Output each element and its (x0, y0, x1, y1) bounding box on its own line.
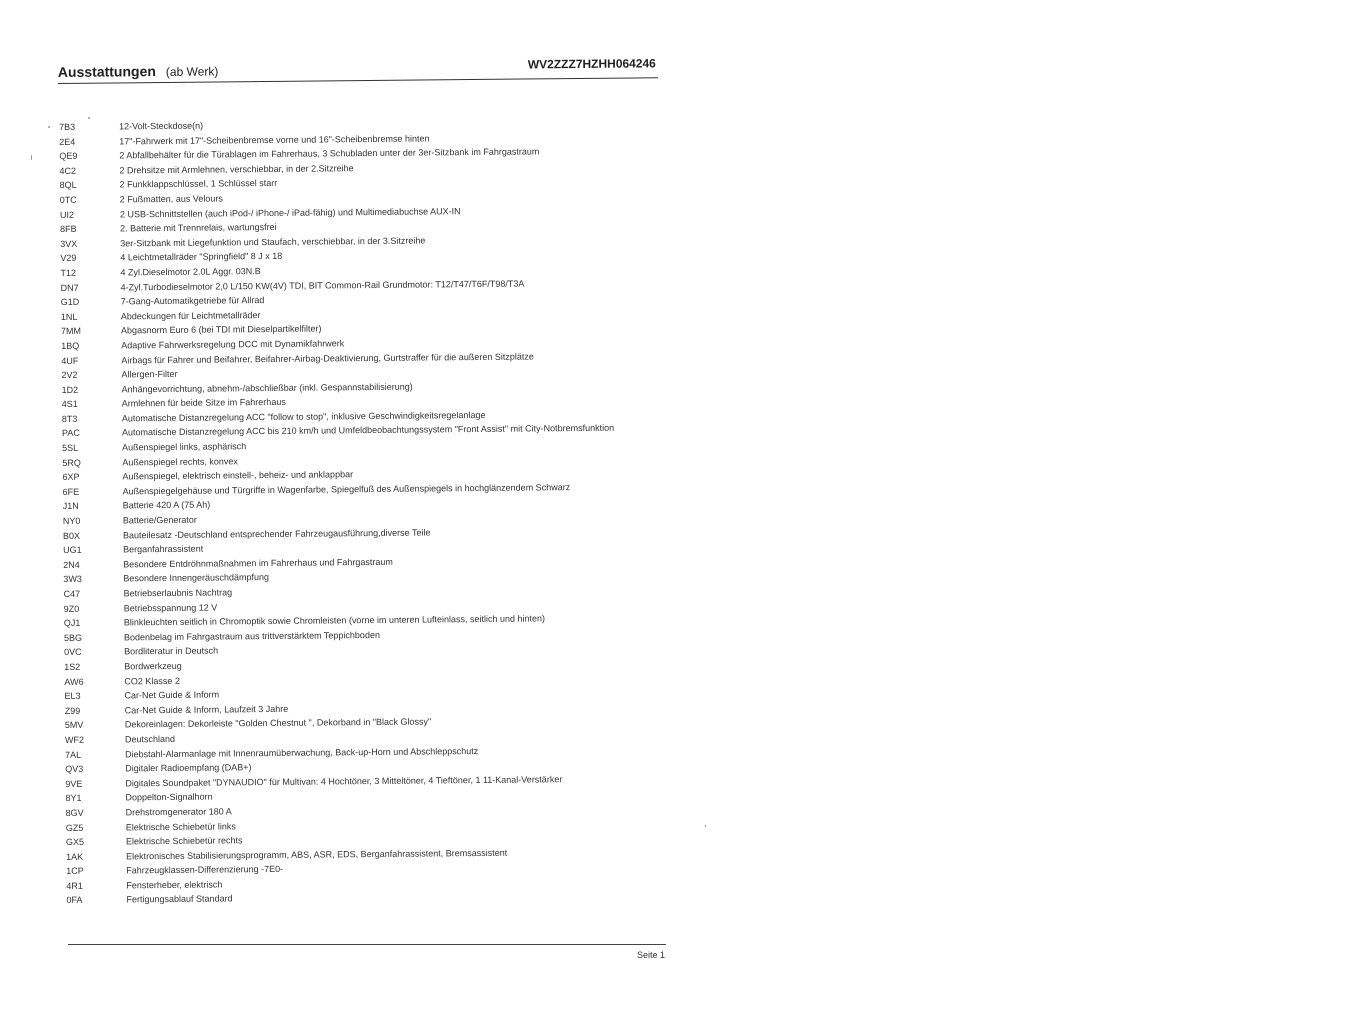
equipment-code: 1D2 (61, 384, 79, 395)
equipment-description: Deutschland (124, 733, 176, 745)
equipment-description: Abgasnorm Euro 6 (bei TDI mit Dieselpartikelfilter) (120, 323, 322, 336)
equipment-description: Digitales Soundpaket "DYNAUDIO" für Multivan: 4 Hochtöner, 3 Mitteltöner, 4 Tieftöner, 1 11-Kanal-Verstärker (125, 773, 563, 789)
equipment-description: 2 Drehsitze mit Armlehnen, verschiebbar, in der 2.Sitzreihe (119, 162, 354, 176)
page-number: Seite 1 (637, 950, 666, 960)
equipment-code: DN7 (60, 282, 79, 293)
equipment-description: 2 Funkklappschlüssel, 1 Schlüssel starr (119, 178, 278, 190)
equipment-description: Anhängevorrichtung, abnehm-/abschließbar (inkl. Gespannstabilisierung) (121, 381, 413, 395)
equipment-description: Blinkleuchten seitlich in Chromoptik sowie Chromleisten (vorne im unteren Lufteinlass, seitlich und hinten) (123, 613, 546, 628)
equipment-description: Digitaler Radioempfang (DAB+) (125, 762, 252, 774)
equipment-description: Fensterheber, elektrisch (126, 879, 223, 891)
equipment-code: 9Z0 (63, 603, 80, 614)
equipment-code: 3W3 (63, 574, 82, 585)
equipment-code: 7MM (60, 326, 82, 337)
document-header (58, 56, 658, 84)
equipment-description: Fahrzeugklassen-Differenzierung -7E0- (126, 864, 284, 876)
equipment-code: 2N4 (63, 559, 80, 570)
equipment-description: Außenspiegel, elektrisch einstell-, beheiz- und anklappbar (122, 469, 354, 482)
equipment-description: Armlehnen für beide Sitze im Fahrerhaus (121, 397, 286, 409)
equipment-description: Außenspiegel rechts, konvex (122, 455, 238, 468)
equipment-code: 8GV (65, 807, 84, 818)
equipment-code: UI2 (59, 209, 74, 220)
equipment-code: 4UF (61, 355, 79, 366)
equipment-code: Z99 (64, 705, 81, 716)
equipment-code: EL3 (64, 690, 81, 702)
equipment-description: Elektronisches Stabilisierungsprogramm, ABS, ASR, EDS, Berganfahrassistent, Bremsassistent (126, 847, 508, 862)
equipment-code: 5BG (63, 632, 83, 643)
page-subtitle: (ab Werk) (165, 64, 219, 79)
scan-speck (705, 825, 706, 827)
equipment-description: Elektrische Schiebetür links (125, 820, 236, 832)
equipment-code: 3VX (60, 238, 78, 249)
equipment-description: Besondere Entdröhnmaßnahmen im Fahrerhaus und Fahrgastraum (123, 556, 393, 570)
equipment-code: QE9 (59, 151, 78, 162)
equipment-description: 2 Abfallbehälter für die Türablagen im Fahrerhaus, 3 Schubladen unter der 3er-Sitzbank im Fahrgastraum (119, 146, 540, 161)
equipment-description: 4 Leichtmetallräder "Springfield" 8 J x 18 (120, 251, 283, 263)
equipment-description: 7-Gang-Automatikgetriebe für Allrad (120, 295, 265, 307)
equipment-code: 4C2 (59, 165, 77, 176)
equipment-code: AW6 (64, 676, 84, 687)
equipment-description: 2 USB-Schnittstellen (auch iPod-/ iPhone-/ iPad-fähig) und Multimediabuchse AUX-IN (119, 205, 461, 219)
equipment-code: J1N (62, 501, 79, 512)
page-title: Ausstattungen (57, 63, 156, 81)
equipment-description: Allergen-Filter (121, 368, 178, 380)
equipment-description: 2. Batterie mit Trennrelais, wartungsfrei (119, 222, 277, 234)
equipment-code: T12 (60, 267, 77, 278)
equipment-code: QJ1 (63, 618, 81, 629)
equipment-code: 0FA (66, 895, 83, 906)
equipment-code: 5SL (62, 442, 79, 454)
equipment-description: Abdeckungen für Leichtmetallräder (120, 309, 261, 322)
equipment-code: NY0 (62, 515, 81, 527)
equipment-code: 1NL (60, 311, 78, 322)
equipment-code: G1D (60, 296, 80, 308)
equipment-description: Fertigungsablauf Standard (126, 893, 233, 905)
scan-speck (48, 126, 50, 128)
equipment-description: 12-Volt-Steckdose(n) (119, 120, 204, 132)
equipment-description: CO2 Klasse 2 (124, 675, 180, 686)
equipment-code: V29 (60, 253, 77, 264)
equipment-code: 5MV (64, 720, 84, 731)
equipment-code: 1AK (66, 851, 84, 862)
equipment-code: 8QL (59, 180, 77, 191)
equipment-description: Bordliteratur in Deutsch (124, 645, 219, 657)
equipment-description: Betriebsspannung 12 V (123, 602, 218, 613)
equipment-description: Dekoreinlagen: Dekorleiste "Golden Chestnut ", Dekorband in "Black Glossy" (124, 716, 432, 730)
equipment-description: Adaptive Fahrwerksregelung DCC mit Dynamikfahrwerk (121, 338, 345, 351)
equipment-description: Bodenbelag im Fahrgastraum aus trittverstärktem Teppichboden (123, 629, 380, 643)
equipment-code: 6XP (62, 472, 80, 483)
equipment-description: Batterie/Generator (122, 514, 197, 526)
equipment-code: 1S2 (64, 661, 81, 672)
equipment-code: 7B3 (59, 121, 76, 132)
equipment-description: Airbags für Fahrer und Beifahrer, Beifahrer-Airbag-Deaktivierung, Gurtstraffer für die außeren Sitzplätze (121, 350, 534, 365)
equipment-code: 4S1 (61, 399, 78, 410)
scan-speck (31, 155, 32, 160)
equipment-code: 0VC (64, 647, 82, 658)
equipment-code: 7AL (65, 749, 82, 760)
equipment-description: Doppelton-Signalhorn (125, 791, 213, 803)
equipment-description: 4-Zyl.Turbodieselmotor 2,0 L/150 KW(4V) TDI, BIT Common-Rail Grundmotor: T12/T47/T6F/T98/T3A (120, 278, 525, 292)
equipment-description: Drehstromgenerator 180 A (125, 806, 232, 818)
equipment-code: 2E4 (59, 136, 76, 147)
equipment-code: GX5 (65, 836, 84, 848)
equipment-code: 0TC (59, 194, 77, 205)
equipment-description: Diebstahl-Alarmanlage mit Innenraumüberwachung, Back-up-Horn und Abschleppschutz (125, 745, 479, 759)
equipment-code: 6FE (62, 486, 80, 497)
equipment-code: B0X (62, 530, 81, 541)
equipment-list (59, 114, 707, 908)
equipment-description: Batterie 420 A (75 Ah) (122, 500, 211, 511)
equipment-description: 3er-Sitzbank mit Liegefunktion und Staufach, verschiebbar, in der 3.Sitzreihe (120, 235, 426, 249)
equipment-code: 5RQ (62, 457, 81, 468)
equipment-description: Betriebserlaubnis Nachtrag (123, 587, 233, 599)
equipment-code: 4R1 (66, 880, 83, 891)
equipment-description: 17"-Fahrwerk mit 17"-Scheibenbremse vorne und 16"-Scheibenbremse hinten (119, 133, 430, 147)
equipment-code: 8FB (59, 223, 77, 235)
equipment-description: Bauteilesatz -Deutschland entsprechender Fahrzeugausführung,diverse Teile (122, 527, 431, 541)
equipment-description: Automatische Distanzregelung ACC bis 210 km/h und Umfeldbeobachtungssystem "Front Assist" mit City-Notbremsfunktion (121, 423, 615, 438)
equipment-code: WF2 (64, 734, 84, 745)
equipment-description: Bordwerkzeug (124, 660, 182, 672)
equipment-description: Außenspiegel links, asphärisch (122, 441, 247, 453)
equipment-code: 1BQ (61, 340, 80, 351)
equipment-code: 8T3 (61, 413, 78, 424)
equipment-description: Besondere Innengeräuschdämpfung (123, 572, 270, 584)
equipment-description: Automatische Distanzregelung ACC "follow to stop", inklusive Geschwindigkeitsregelanlage (121, 409, 486, 424)
equipment-code: C47 (63, 588, 81, 599)
equipment-description: Elektrische Schiebetür rechts (125, 835, 243, 847)
equipment-description: Car-Net Guide & Inform, Laufzeit 3 Jahre (124, 703, 289, 716)
equipment-description: Berganfahrassistent (123, 543, 204, 555)
equipment-code: GZ5 (65, 822, 84, 833)
equipment-description: Car-Net Guide & Inform (124, 689, 220, 701)
equipment-description: Außenspiegelgehäuse und Türgriffe in Wagenfarbe, Spiegelfuß des Außenspiegels in hochglänzendem Schwarz (122, 481, 571, 497)
footer-divider (68, 944, 666, 945)
scan-speck (88, 117, 90, 119)
equipment-code: 8Y1 (65, 793, 82, 804)
vehicle-identification-number: WV2ZZZ7HZHH064246 (527, 56, 656, 72)
equipment-code: 9VE (65, 778, 83, 789)
equipment-description: 2 Fußmatten, aus Velours (119, 193, 223, 205)
equipment-code: PAC (61, 428, 80, 439)
equipment-code: QV3 (65, 763, 84, 775)
equipment-code: 1CP (66, 866, 84, 877)
equipment-description: 4 Zyl.Dieselmotor 2.0L Aggr. 03N.B (120, 266, 261, 278)
equipment-code: UG1 (63, 545, 82, 556)
equipment-code: 2V2 (61, 369, 78, 381)
